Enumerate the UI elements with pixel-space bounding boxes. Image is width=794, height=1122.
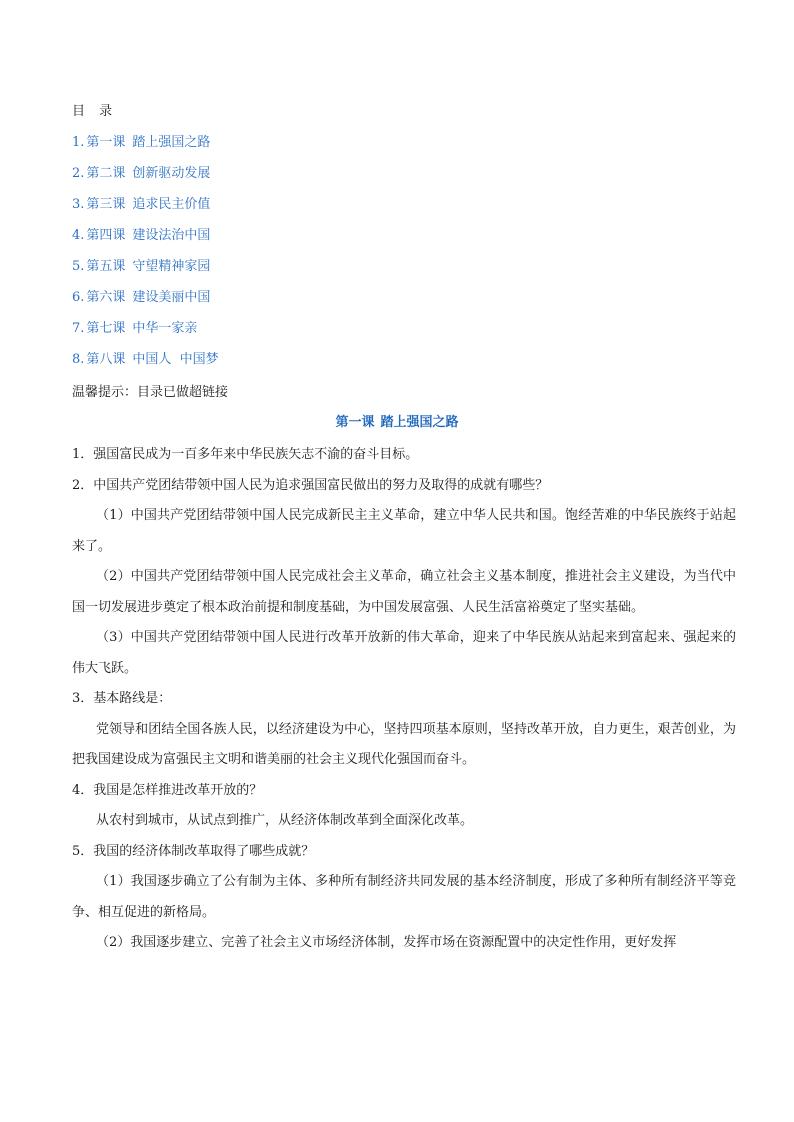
toc-link-lesson-3[interactable] — [72, 196, 219, 227]
toc-item-title: 踏上强国之路 — [132, 135, 211, 150]
toc-item-lesson: 第四课 — [86, 228, 126, 243]
toc-item-lesson: 第六课 — [86, 290, 126, 305]
toc-heading: 目 录 — [72, 104, 118, 119]
point-5-answer-2: （2）我国逐步建立、完善了社会主义市场经济体制，发挥市场在资源配置中的决定性作用，更好发挥 — [96, 935, 677, 950]
toc-item-lesson: 第三课 — [86, 197, 126, 212]
toc-item-title: 创新驱动发展 — [132, 166, 211, 181]
point-2-question: 2．中国共产党团结带领中国人民为追求强国富民做出的努力及取得的成就有哪些？ — [72, 477, 549, 493]
lesson-label: 第一课 — [335, 415, 375, 430]
toc-item-title: 中国人 中国梦 — [132, 352, 219, 367]
toc-item-lesson: 第一课 — [86, 135, 126, 150]
point-2-answer-1: （1）中国共产党团结带领中国人民完成新民主主义革命，建立中华人民共和国。饱经苦难的中华民族终于站起来了。 — [72, 508, 736, 554]
point-3-answer: 党领导和团结全国各族人民，以经济建设为中心，坚持四项基本原则，坚持改革开放，自力更生，艰苦创业，为把我国建设成为富强民主文明和谐美丽的社会主义现代化强国而奋斗。 — [72, 721, 736, 767]
point-1: 1．强国富民成为一百多年来中华民族矢志不渝的奋斗目标。 — [72, 447, 419, 462]
toc-item-lesson: 第五课 — [86, 259, 126, 274]
toc-item-number: 3. — [72, 197, 85, 212]
hyperlink-tip: 温馨提示：目录已做超链接 — [72, 385, 229, 400]
lesson-title — [0, 414, 794, 432]
toc-link-lesson-4[interactable] — [72, 227, 219, 258]
point-2-answer-2: （2）中国共产党团结带领中国人民完成社会主义革命，确立社会主义基本制度，推进社会主义建设，为当代中国一切发展进步奠定了根本政治前提和制度基础，为中国发展富强、人民生活富裕奠定了坚实基础。 — [72, 569, 736, 615]
toc-item-lesson: 第八课 — [86, 352, 126, 367]
toc-link-lesson-6[interactable] — [72, 289, 219, 320]
toc-item-number: 7. — [72, 321, 85, 336]
toc-item-number: 6. — [72, 290, 85, 305]
toc-link-lesson-1[interactable] — [72, 134, 219, 165]
point-5-answer-1: （1）我国逐步确立了公有制为主体、多种所有制经济共同发展的基本经济制度，形成了多种所有制经济平等竞争、相互促进的新格局。 — [72, 874, 736, 920]
lesson-name: 踏上强国之路 — [380, 415, 459, 430]
toc-item-title: 建设美丽中国 — [132, 290, 211, 305]
toc-item-number: 1. — [72, 135, 85, 150]
point-5-question: 5．我国的经济体制改革取得了哪些成就？ — [72, 843, 315, 859]
point-3-question: 3．基本路线是： — [72, 691, 172, 706]
point-4-question: 4．我国是怎样推进改革开放的？ — [72, 782, 263, 798]
toc-item-title: 守望精神家园 — [132, 259, 211, 274]
toc-link-lesson-8[interactable] — [72, 351, 219, 382]
toc-item-title: 追求民主价值 — [132, 197, 211, 212]
point-4-answer: 从农村到城市，从试点到推广，从经济体制改革到全面深化改革。 — [96, 813, 474, 828]
toc-link-lesson-2[interactable] — [72, 165, 219, 196]
toc-link-lesson-5[interactable] — [72, 258, 219, 289]
lesson-body — [72, 440, 736, 959]
toc-item-number: 5. — [72, 259, 85, 274]
toc-link-lesson-7[interactable] — [72, 320, 219, 351]
toc-item-title: 建设法治中国 — [132, 228, 211, 243]
toc-item-lesson: 第二课 — [86, 166, 126, 181]
toc-item-number: 8. — [72, 352, 85, 367]
point-2-answer-3: （3）中国共产党团结带领中国人民进行改革开放新的伟大革命，迎来了中华民族从站起来到富起来、强起来的伟大飞跃。 — [72, 630, 736, 676]
toc-item-lesson: 第七课 — [86, 321, 126, 336]
toc-list — [72, 134, 219, 382]
toc-item-number: 2. — [72, 166, 85, 181]
toc-item-number: 4. — [72, 228, 85, 243]
toc-item-title: 中华一家亲 — [132, 321, 198, 336]
